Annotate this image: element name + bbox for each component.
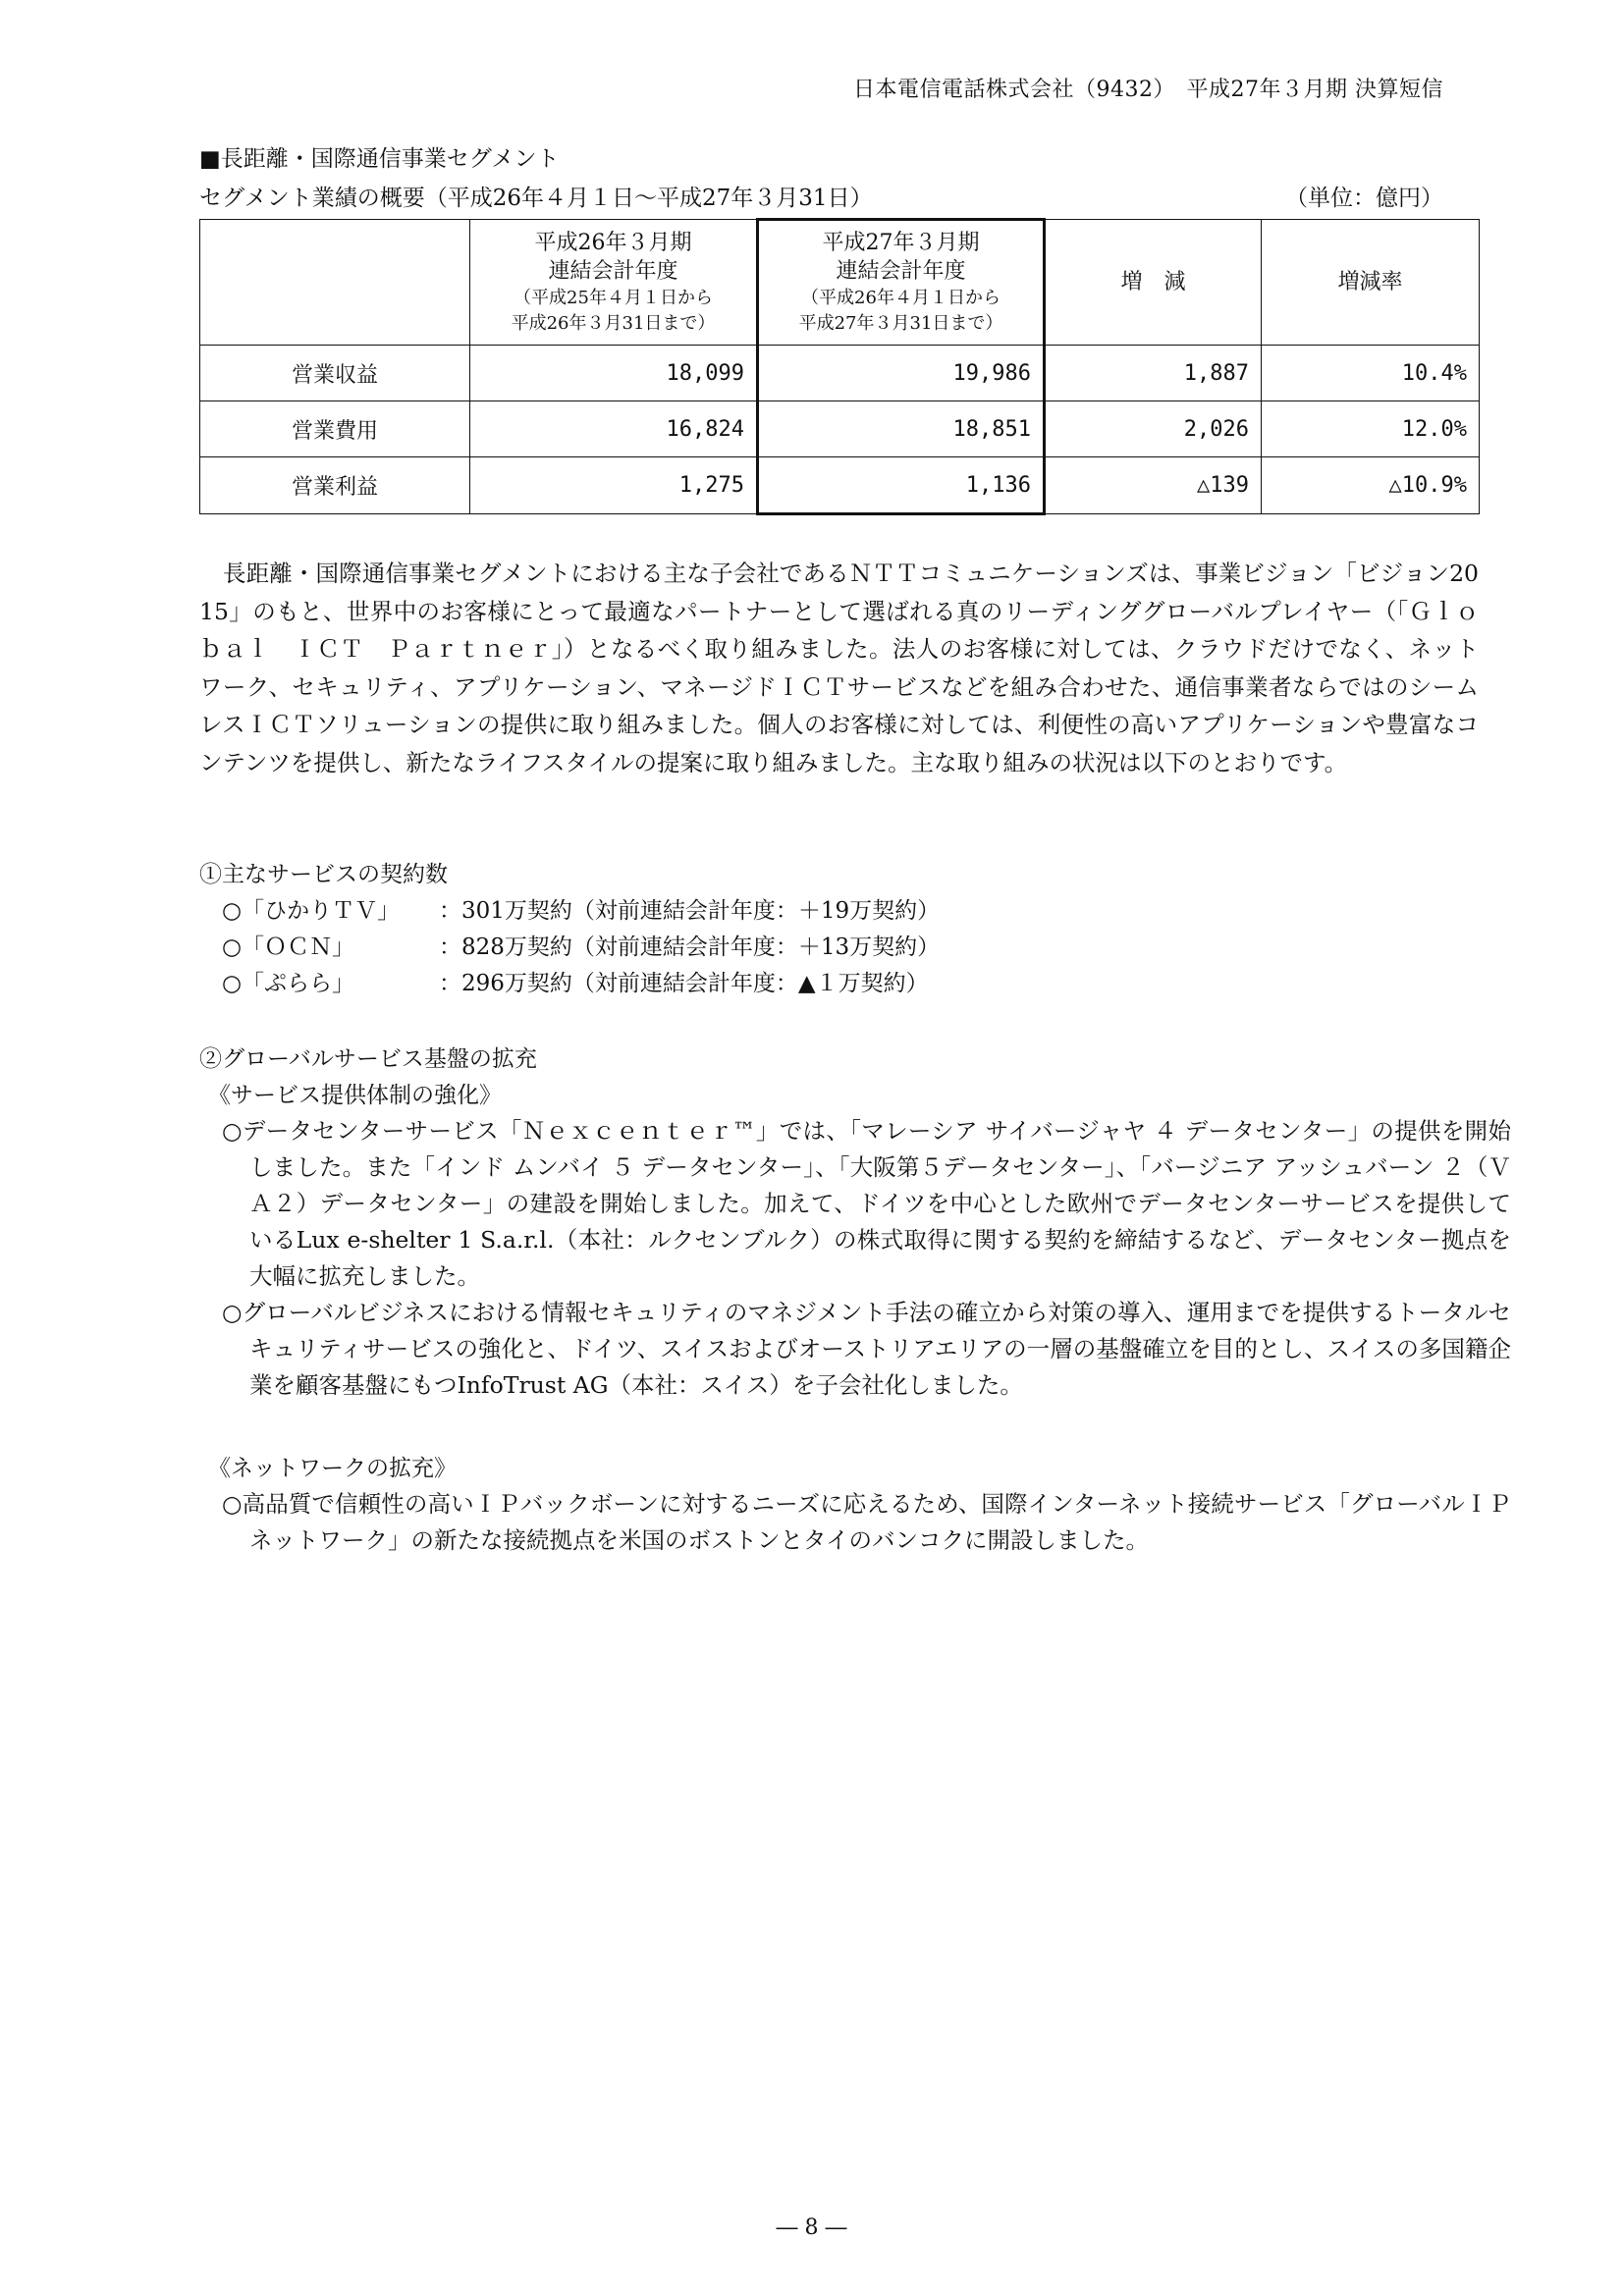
- contract-value: ：296万契約（対前連結会計年度：▲１万契約）: [439, 971, 929, 996]
- contract-item: [222, 965, 929, 997]
- table-header-row: [200, 220, 1480, 346]
- header-prev-line2: 連結会計年度: [548, 258, 678, 284]
- table-row: [200, 346, 1480, 401]
- unit-label: （単位：億円）: [1285, 186, 1443, 211]
- row-label: 営業利益: [200, 457, 470, 514]
- header-curr-line1: 平成27年３月期: [822, 231, 980, 255]
- datacenter-bullet: ○データセンターサービス「Ｎｅｘｃｅｎｔｅｒ™」では、「マレーシア サイバージャヤ ４ データセンター」の提供を開始しました。また「インド ムンバイ ５ データセンター」、「大阪第５データセンター」、「バージニア アッシュバーン ２（ＶＡ２）データセンター」の建設を開始しました。加えて、ドイツを中心とした欧州でデータセンターサービスを提供しているLux e-shelter 1 S.a.r.l.（本社：ルクセンブルク）の株式取得に関する契約を締結するなど、データセンター拠点を大幅に拡充しました。: [222, 1117, 1511, 1290]
- cell-prev: 1,275: [470, 457, 758, 514]
- network-subheading: 《ネットワークの拡充》: [208, 1456, 457, 1481]
- header-prev-line4: 平成26年３月31日まで）: [511, 312, 716, 334]
- cell-prev: 16,824: [470, 401, 758, 457]
- document-header: 日本電信電話株式会社（9432） 平成27年３月期 決算短信: [853, 78, 1443, 102]
- contract-value: ：301万契約（対前連結会計年度：＋19万契約）: [439, 898, 941, 924]
- table-header-rate: 増減率: [1262, 220, 1480, 346]
- overview-paragraph: 長距離・国際通信事業セグメントにおける主な子会社であるＮＴＴコミュニケーションズは、事業ビジョン「ビジョン2015」のもと、世界中のお客様にとって最適なパートナーとして選ばれる真のリーディンググローバルプレイヤー（「Ｇｌｏｂａｌ ＩＣＴ Ｐａｒｔｎｅｒ」）となるべく取り組みました。法人のお客様に対しては、クラウドだけでなく、ネットワーク、セキュリティ、アプリケーション、マネージドＩＣＴサービスなどを組み合わせた、通信事業者ならではのシームレスＩＣＴソリューションの提供に取り組みました。個人のお客様に対しては、利便性の高いアプリケーションや豊富なコンテンツを提供し、新たなライフスタイルの提案に取り組みました。主な取り組みの状況は以下のとおりです。: [199, 560, 1479, 776]
- table-header-curr-year: [758, 220, 1045, 346]
- row-label: 営業収益: [200, 346, 470, 401]
- cell-rate: △10.9%: [1262, 457, 1480, 514]
- security-bullet: ○グローバルビジネスにおける情報セキュリティのマネジメント手法の確立から対策の導入、運用までを提供するトータルセキュリティサービスの強化と、ドイツ、スイスおよびオーストリアエリアの一層の基盤確立を目的とし、スイスの多国籍企業を顧客基盤にもつInfoTrust AG（本社：スイス）を子会社化しました。: [222, 1299, 1511, 1399]
- global-heading: ②グローバルサービス基盤の拡充: [199, 1046, 537, 1072]
- section-subtitle: セグメント業績の概要（平成26年４月１日～平成27年３月31日）: [199, 186, 873, 211]
- table-header-change: 増 減: [1045, 220, 1262, 346]
- cell-change: △139: [1045, 457, 1262, 514]
- page-number: ― 8 ―: [776, 2216, 847, 2240]
- contract-name: ○「ＯＣＮ」: [222, 934, 355, 960]
- contract-item: [222, 892, 940, 925]
- cell-curr: 19,986: [758, 346, 1045, 401]
- table-header-prev-year: [470, 220, 758, 346]
- contracts-heading: ①主なサービスの契約数: [199, 862, 448, 887]
- contract-value: ：828万契約（対前連結会計年度：＋13万契約）: [439, 934, 941, 960]
- table-row: [200, 457, 1480, 514]
- row-label: 営業費用: [200, 401, 470, 457]
- cell-rate: 12.0%: [1262, 401, 1480, 457]
- table-row: [200, 401, 1480, 457]
- cell-rate: 10.4%: [1262, 346, 1480, 401]
- table-header-empty: [200, 220, 470, 346]
- contract-item: [222, 929, 940, 961]
- segment-results-table: [199, 218, 1480, 515]
- header-curr-line3: （平成26年４月１日から: [801, 288, 1001, 308]
- contract-name: ○「ひかりＴＶ」: [222, 898, 401, 924]
- cell-change: 1,887: [1045, 346, 1262, 401]
- header-curr-line4: 平成27年３月31日まで）: [798, 313, 1003, 334]
- cell-curr: 1,136: [758, 457, 1045, 514]
- service-structure-subheading: 《サービス提供体制の強化》: [208, 1083, 502, 1108]
- network-bullet: ○高品質で信頼性の高いＩＰバックボーンに対するニーズに応えるため、国際インターネット接続サービス「グローバルＩＰネットワーク」の新たな接続拠点を米国のボストンとタイのバンコクに開設しました。: [222, 1490, 1511, 1554]
- header-curr-line2: 連結会計年度: [836, 259, 966, 284]
- section-title: ■長距離・国際通信事業セグメント: [199, 146, 560, 172]
- header-prev-line1: 平成26年３月期: [534, 230, 692, 255]
- header-prev-line3: （平成25年４月１日から: [514, 287, 713, 308]
- cell-prev: 18,099: [470, 346, 758, 401]
- cell-curr: 18,851: [758, 401, 1045, 457]
- cell-change: 2,026: [1045, 401, 1262, 457]
- contract-name: ○「ぷらら」: [222, 971, 355, 996]
